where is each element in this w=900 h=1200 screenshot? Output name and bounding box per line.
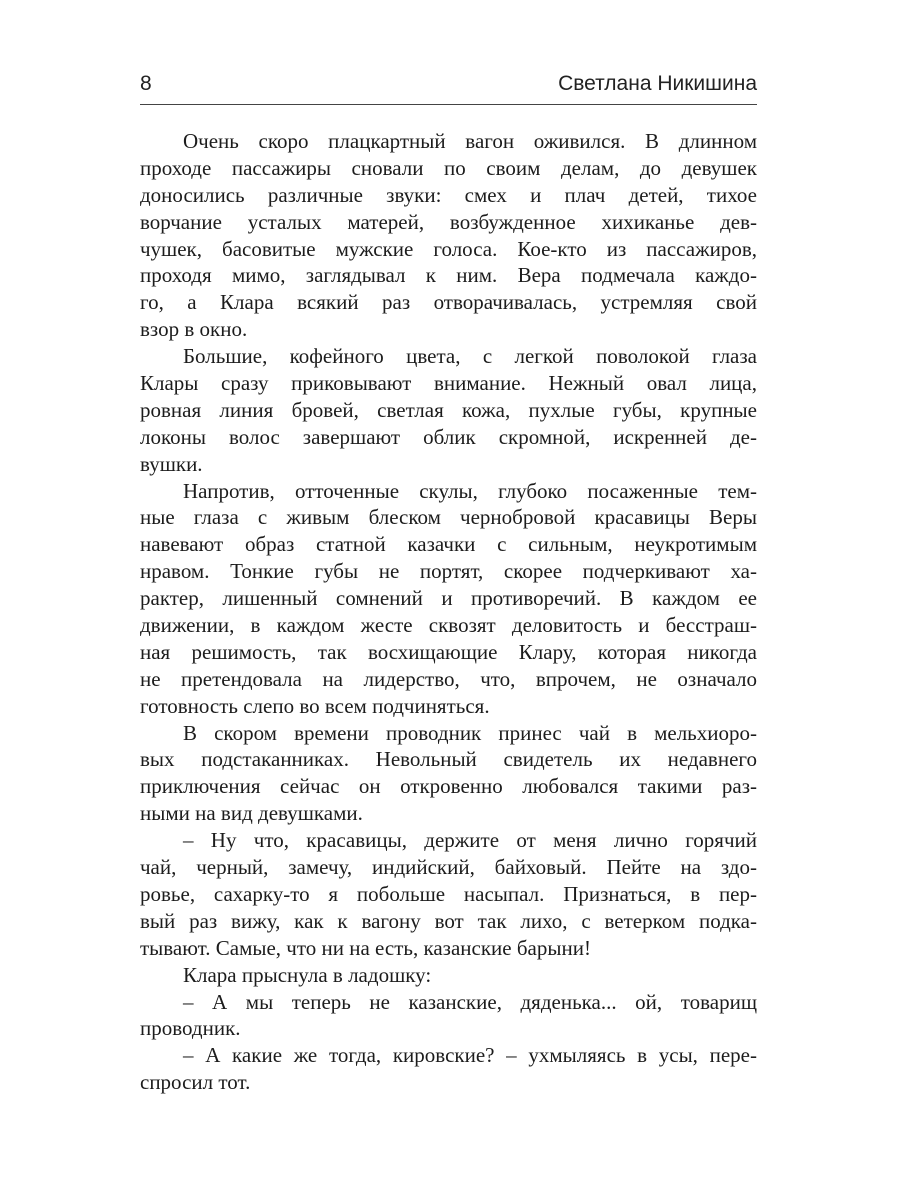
text-line: проводник.: [140, 1016, 241, 1041]
text-line: ная решимость, так восхищающие Клару, которая никогда: [140, 639, 757, 664]
page-number: 8: [140, 72, 152, 95]
text-line: готовность слепо во всем подчиняться.: [140, 693, 490, 718]
text-line: доносились различные звуки: смех и плач детей, тихое: [140, 182, 757, 207]
text-line: вушки.: [140, 451, 203, 476]
text-line: Клары сразу приковывают внимание. Нежный овал лица,: [140, 371, 757, 396]
text-line: – Ну что, красавицы, держите от меня лично горячий: [183, 828, 757, 853]
text-line: чушек, басовитые мужские голоса. Кое-кто из пассажиров,: [140, 236, 757, 261]
header-rule: [140, 104, 757, 105]
text-line: Клара прыснула в ладошку:: [183, 962, 432, 987]
text-line: го, а Клара всякий раз отворачивалась, устремляя свой: [140, 290, 757, 315]
text-line: Очень скоро плацкартный вагон оживился. В длинном: [183, 129, 757, 153]
text-line: ровье, сахарку-то я побольше насыпал. Признаться, в пер-: [140, 881, 757, 906]
text-line: приключения сейчас он откровенно любовался такими раз-: [140, 774, 757, 799]
body-text: [140, 128, 757, 1096]
text-line: движении, в каждом жесте сквозят деловитость и бесстраш-: [140, 613, 757, 638]
text-line: Большие, кофейного цвета, с легкой поволокой глаза: [183, 344, 757, 369]
text-line: спросил тот.: [140, 1070, 251, 1095]
text-line: рактер, лишенный сомнений и противоречий. В каждом ее: [140, 586, 757, 611]
text-line: Напротив, отточенные скулы, глубоко посаженные тем-: [183, 478, 757, 503]
running-head: [140, 70, 757, 104]
text-line: вых подстаканниках. Невольный свидетель их недавнего: [140, 747, 757, 772]
text-line: проходя мимо, заглядывал к ним. Вера подмечала каждо-: [140, 263, 757, 288]
text-line: В скором времени проводник принес чай в мельхиоро-: [183, 720, 757, 745]
text-line: ные глаза с живым блеском чернобровой красавицы Веры: [140, 505, 757, 530]
text-line: чай, черный, замечу, индийский, байховый. Пейте на здо-: [140, 855, 757, 880]
text-line: тывают. Самые, что ни на есть, казанские барыни!: [140, 935, 591, 960]
text-line: ными на вид девушками.: [140, 801, 363, 826]
text-line: локоны волос завершают облик скромной, искренней де-: [140, 424, 757, 449]
text-line: ровная линия бровей, светлая кожа, пухлые губы, крупные: [140, 397, 757, 422]
text-line: проходе пассажиры сновали по своим делам, до девушек: [140, 155, 757, 180]
text-line: нравом. Тонкие губы не портят, скорее подчеркивают ха-: [140, 559, 757, 584]
text-line: не претендовала на лидерство, что, впрочем, не означало: [140, 666, 757, 691]
text-line: – А мы теперь не казанские, дяденька... ой, товарищ: [183, 989, 757, 1014]
author-name: Светлана Никишина: [558, 72, 757, 95]
text-line: навевают образ статной казачки с сильным, неукротимым: [140, 532, 757, 557]
text-line: ворчание усталых матерей, возбужденное хихиканье дев-: [140, 209, 757, 234]
text-line: взор в окно.: [140, 317, 248, 342]
text-line: вый раз вижу, как к вагону вот так лихо, с ветерком подка-: [140, 908, 757, 933]
text-line: – А какие же тогда, кировские? – ухмыляясь в усы, пере-: [183, 1043, 757, 1068]
